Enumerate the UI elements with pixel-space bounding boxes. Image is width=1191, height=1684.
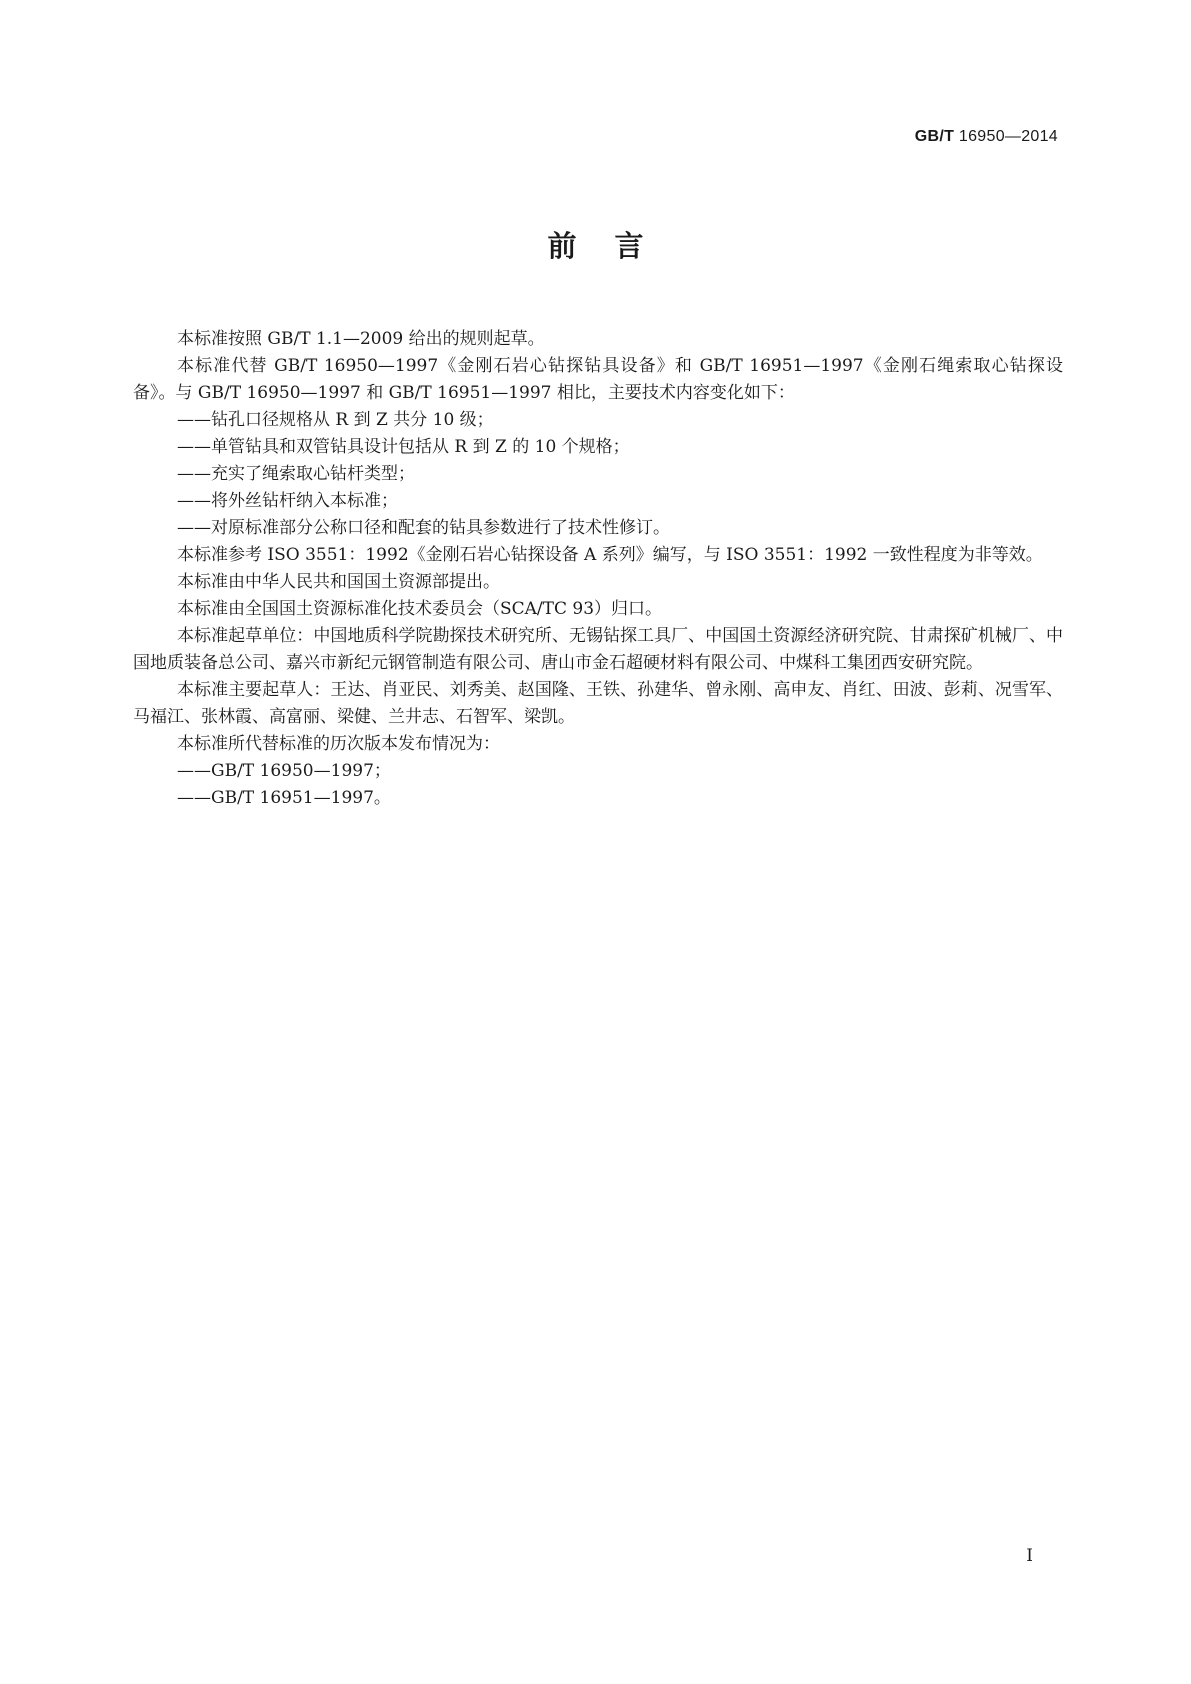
paragraph: 本标准起草单位：中国地质科学院勘探技术研究所、无锡钻探工具厂、中国国土资源经济研究院、甘肃探矿机械厂、中国地质装备总公司、嘉兴市新纪元钢管制造有限公司、唐山市金石超硬材料有限公司、中煤科工集团西安研究院。 — [133, 626, 1063, 673]
list-item: ——GB/T 16951—1997。 — [177, 788, 391, 808]
document-header — [915, 128, 1058, 146]
standard-code: GB/T — [914, 128, 955, 145]
paragraph: 本标准由全国国土资源标准化技术委员会（SCA/TC 93）归口。 — [177, 599, 663, 619]
paragraph: 本标准所代替标准的历次版本发布情况为： — [177, 734, 500, 754]
list-item: ——对原标准部分公称口径和配套的钻具参数进行了技术性修订。 — [177, 518, 670, 538]
paragraph: 本标准参考 ISO 3551：1992《金刚石岩心钻探设备 A 系列》编写，与 ISO 3551：1992 一致性程度为非等效。 — [177, 545, 1043, 565]
standard-number: 16950—2014 — [958, 128, 1058, 145]
list-item: ——GB/T 16950—1997； — [177, 761, 391, 781]
foreword-body — [133, 326, 1063, 812]
list-item: ——将外丝钻杆纳入本标准； — [177, 491, 398, 511]
page-title: 前言 — [547, 229, 682, 263]
list-item: ——钻孔口径规格从 R 到 Z 共分 10 级； — [177, 410, 494, 430]
list-item: ——单管钻具和双管钻具设计包括从 R 到 Z 的 10 个规格； — [177, 437, 630, 457]
page-number: I — [1026, 1546, 1033, 1566]
paragraph: 本标准代替 GB/T 16950—1997《金刚石岩心钻探钻具设备》和 GB/T 16951—1997《金刚石绳索取心钻探设备》。与 GB/T 16950—1997 和 GB/T 16951—1997 相比，主要技术内容变化如下： — [133, 356, 1063, 403]
paragraph: 本标准由中华人民共和国国土资源部提出。 — [177, 572, 500, 592]
paragraph: 本标准主要起草人：王达、肖亚民、刘秀美、赵国隆、王铁、孙建华、曾永刚、高申友、肖红、田波、彭莉、况雪军、马福江、张林霞、高富丽、梁健、兰井志、石智军、梁凯。 — [133, 680, 1063, 727]
list-item: ——充实了绳索取心钻杆类型； — [177, 464, 415, 484]
paragraph: 本标准按照 GB/T 1.1—2009 给出的规则起草。 — [177, 329, 545, 349]
